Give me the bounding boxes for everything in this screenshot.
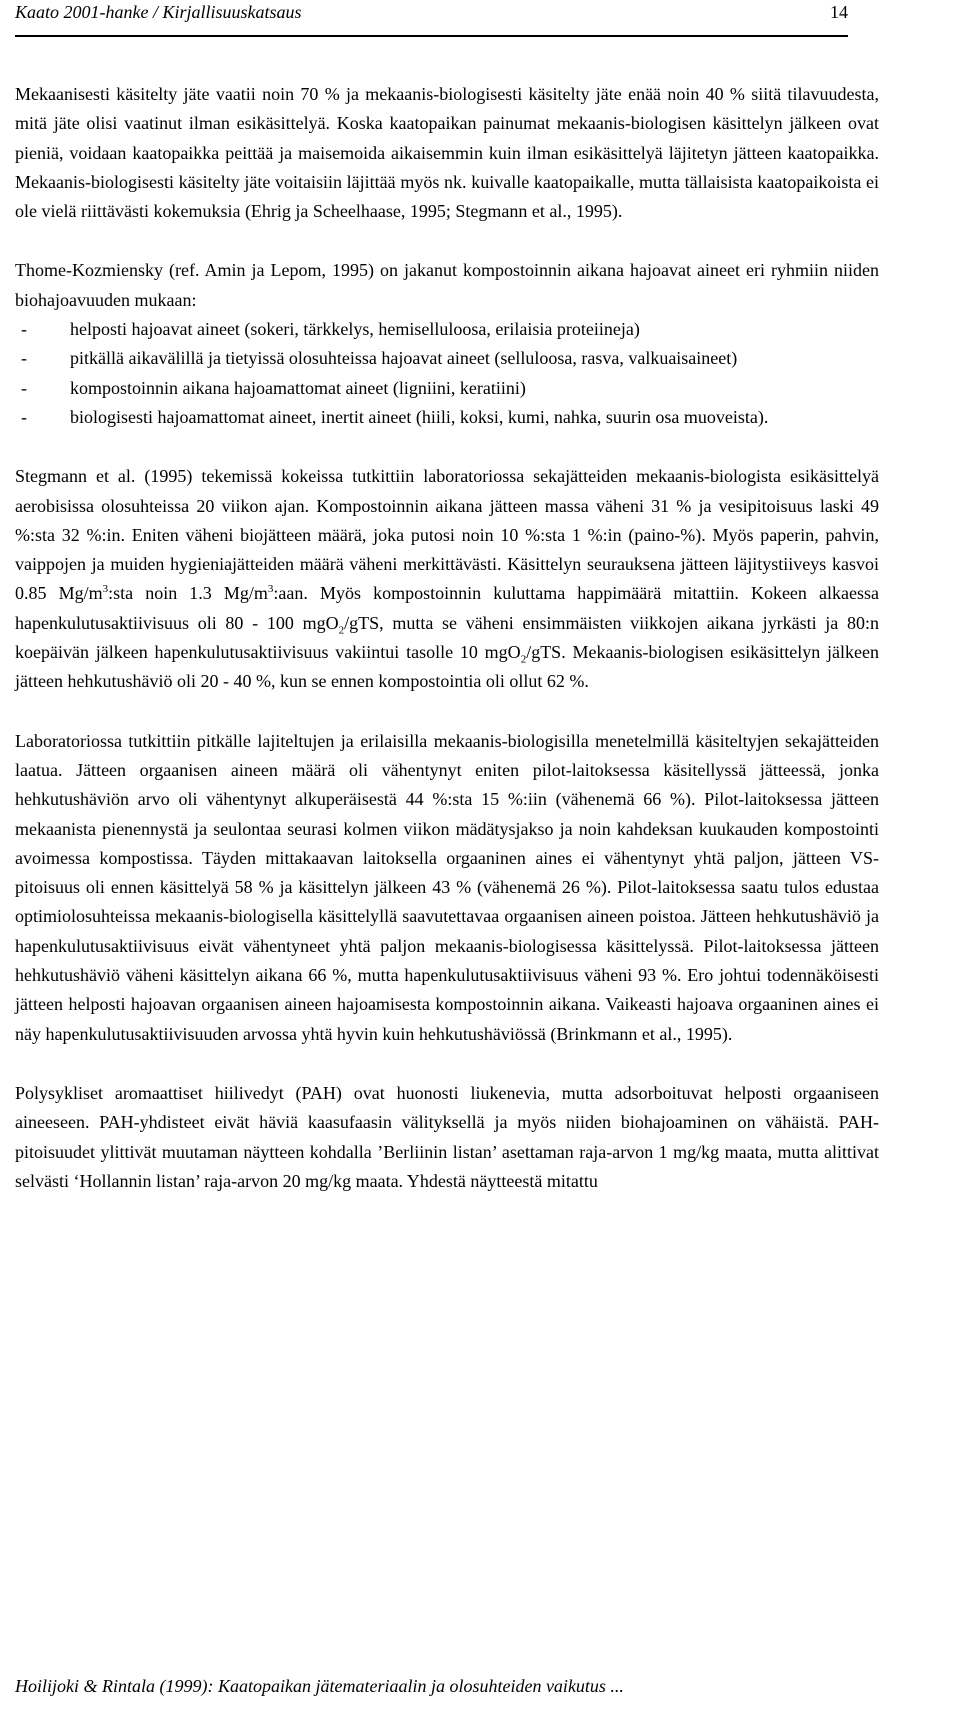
biodegradability-list	[15, 315, 879, 432]
paragraph-5: Polysykliset aromaattiset hiilivedyt (PAH) ovat huonosti liukenevia, mutta adsorboituvat helposti orgaaniseen aineeseen. PAH-yhdisteet eivät häviä kaasufaasin välityksellä ja myös niiden biohajoaminen on vähäistä. PAH-pitoisuudet ylittivät muutaman näytteen kohdalla ’Berliinin listan’ asettaman raja-arvon 1 mg/kg maata, mutta alittivat selvästi ‘Hollannin listan’ raja-arvon 20 mg/kg maata. Yhdestä näytteestä mitattu	[15, 1082, 879, 1191]
page-footer: Hoilijoki & Rintala (1999): Kaatopaikan jätemateriaalin ja olosuhteiden vaikutus ...	[15, 1676, 624, 1696]
paragraph-2-intro: Thome-Kozmiensky (ref. Amin ja Lepom, 1995) on jakanut kompostoinnin aikana hajoavat aineet eri ryhmiin niiden biohajoavuuden mukaan:	[15, 260, 879, 310]
list-item: - kompostoinnin aikana hajoamattomat aineet (ligniini, keratiini)	[15, 374, 879, 403]
page-header	[15, 0, 848, 37]
list-item: - helposti hajoavat aineet (sokeri, tärkkelys, hemiselluloosa, erilaisia proteiineja)	[15, 315, 879, 344]
list-item: - biologisesti hajoamattomat aineet, inertit aineet (hiili, koksi, kumi, nahka, suurin osa muoveista).	[15, 403, 879, 432]
paragraph-4: Laboratoriossa tutkittiin pitkälle lajiteltujen ja erilaisilla mekaanis-biologisilla menetelmillä käsiteltyjen sekajätteiden laatua. Jätteen orgaanisen aineen määrä oli vähentynyt eniten pilot-laitoksessa käsitellyssä jätteessä, jonka hehkutushäviön arvo oli vähentynyt alkuperäisestä 44 %:sta 15 %:iin (vähenemä 66 %). Pilot-laitoksessa jätteen mekaanista pienennystä ja seulontaa seurasi kolmen viikon mädätysjakso ja noin kahdeksan kuukauden kompostointi avoimessa kompostissa. Täyden mittakaavan laitoksella orgaaninen aines ei vähentynyt yhtä paljon, jätteen VS-pitoisuus oli ennen käsittelyä 58 % ja käsittelyn jälkeen 43 % (vähenemä 26 %). Pilot-laitoksessa saatu tulos edustaa optimiolosuhteissa mekaanis-biologisella käsittelyllä saavutettavaa orgaanisen aineen poistoa. Jätteen hehkutushäviö ja hapenkulutusaktiivisuus eivät vähentyneet yhtä paljon mekaanis-biologisessa käsittelyssä. Pilot-laitoksessa jätteen hehkutushäviö väheni käsittelyn aikana 66 %, mutta hapenkulutusaktiivisuus väheni 93 %. Ero johtui todennäköisesti jätteen helposti hajoavan orgaanisen aineen hajoamisesta kompostoinnin aikana. Vaikeasti hajoava orgaaninen aines ei näy hapenkulutusaktiivisuuden arvossa yhtä hyvin kuin hehkutushäviössä (Brinkmann et al., 1995).	[15, 730, 879, 1044]
header-title: Kaato 2001-hanke / Kirjallisuuskatsaus	[15, 2, 302, 22]
page-number: 14	[830, 2, 848, 22]
document-body	[15, 80, 879, 1196]
paragraph-3: Stegmann et al. (1995) tekemissä kokeissa tutkittiin laboratoriossa sekajätteiden mekaanis-biologista esikäsittelyä aerobisissa olosuhteissa 20 viikon ajan. Kompostoinnin aikana jätteen massa väheni 31 % ja vesipitoisuus laski 49 %:sta 32 %:in. Eniten väheni biojätteen määrä, joka putosi noin 10 %:sta 1 %:in (paino-%). Myös paperin, pahvin, vaippojen ja muiden hygieniajätteiden määrä väheni merkittävästi. Käsittelyn seurauksena jätteen läjitystiiveys kasvoi 0.85 $Mg/m^3:sta$ noin 1.3 $Mg/m^3:aan$. Myös kompostoinnin kuluttama happimäärä mitattiin. Kokeen alkaessa hapenkulutusaktiivisuus oli 80 - 100 mgO$_2$/gTS, mutta se väheni ensimmäisten viikkojen aikana jyrkästi ja 80:n koepäivän jälkeen hapenkulutusaktiivisuus vakiintui tasolle 10 mgO$_2$/gTS. Mekaanis-biologisen esikäsittelyn jälkeen jätteen hehkutushäviö oli 20 - 40 %, kun se ennen kompostointia oli ollut 62 %.	[15, 466, 880, 692]
paragraph-1: Mekaanisesti käsitelty jäte vaatii noin 70 % ja mekaanis-biologisesti käsitelty jäte enää noin 40 % siitä tilavuudesta, mitä jäte olisi vaatinut ilman esikäsittelyä. Koska kaatopaikan painumat mekaanis-biologisen käsittelyn jälkeen ovat pieniä, voidaan kaatopaikka peittää ja maisemoida aikaisemmin kuin ilman esikäsittelyä läjitetyn jätteen kaatopaikka. Mekaanis-biologisesti käsitelty jäte voitaisiin läjittää myös nk. kuivalle kaatopaikalle, mutta tällaisista kaatopaikoista ei ole vielä riittävästi kokemuksia (Ehrig ja Scheelhaase, 1995; Stegmann et al., 1995).	[15, 84, 879, 222]
list-item: - pitkällä aikavälillä ja tietyissä olosuhteissa hajoavat aineet (selluloosa, rasva, valkuaisaineet)	[15, 344, 879, 373]
